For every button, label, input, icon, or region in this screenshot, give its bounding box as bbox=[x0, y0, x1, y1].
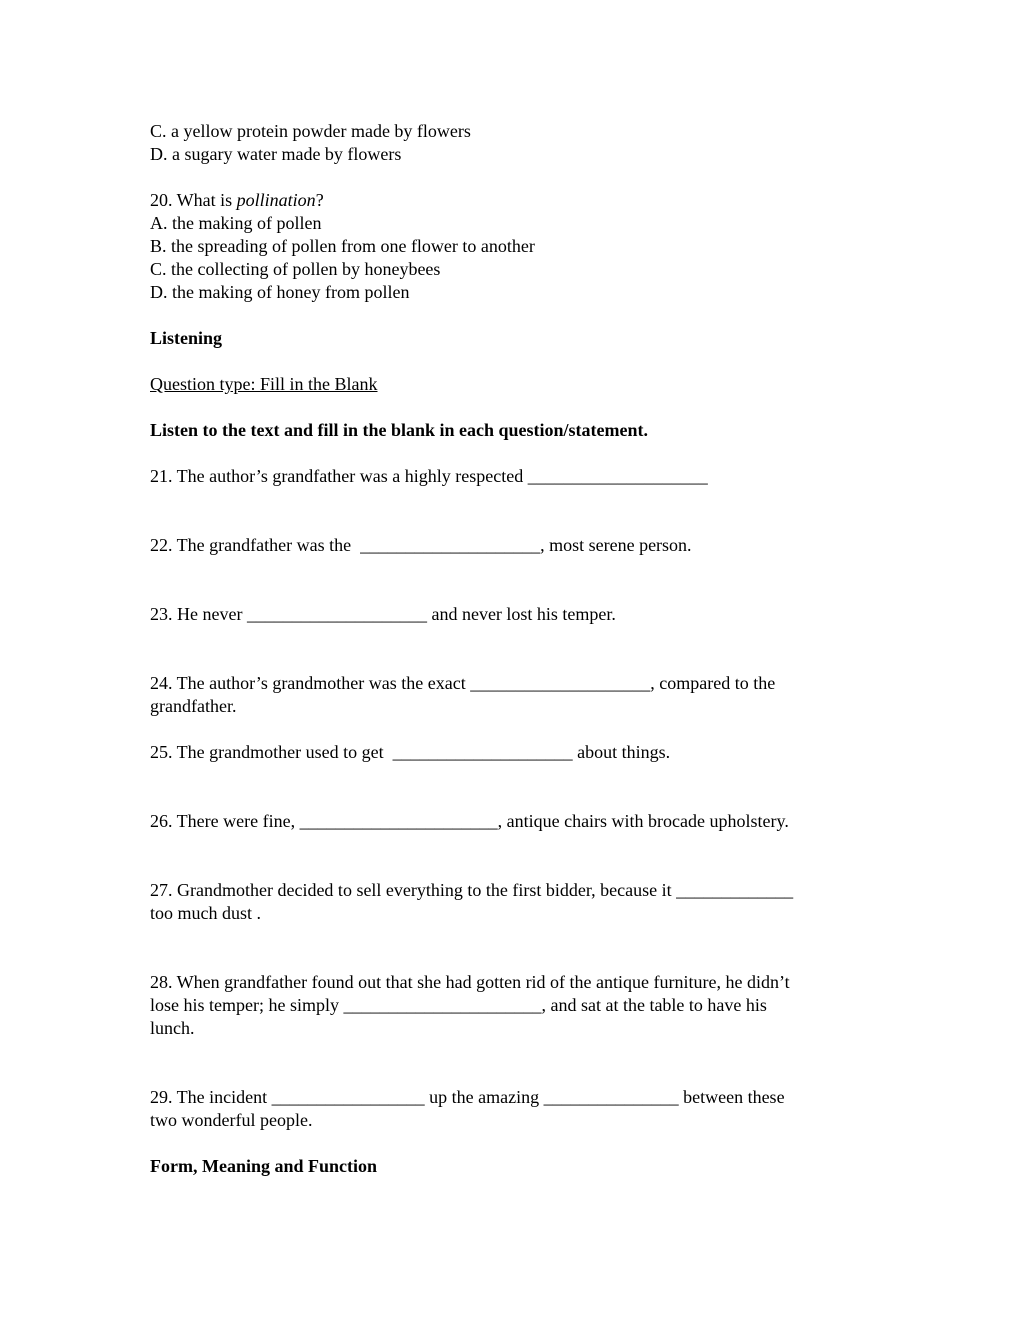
question-27-line-1: 27. Grandmother decided to sell everything to the first bidder, because it _____________ bbox=[150, 880, 794, 900]
q20-suffix: ? bbox=[315, 190, 324, 210]
q20-term: pollination bbox=[236, 190, 316, 210]
question-23: 23. He never ____________________ and never lost his temper. bbox=[150, 604, 616, 624]
question-25: 25. The grandmother used to get ____________________ about things. bbox=[150, 742, 671, 762]
form-meaning-function-heading: Form, Meaning and Function bbox=[150, 1156, 378, 1176]
question-29-line-1: 29. The incident _________________ up the amazing _______________ between these bbox=[150, 1087, 785, 1107]
q20-option-b: B. the spreading of pollen from one flower to another bbox=[150, 236, 535, 256]
question-28-line-2: lose his temper; he simply ______________________, and sat at the table to have his bbox=[150, 995, 767, 1015]
q19-option-d: D. a sugary water made by flowers bbox=[150, 144, 402, 164]
question-type-label: Question type: Fill in the Blank bbox=[150, 374, 378, 394]
q19-option-c: C. a yellow protein powder made by flowers bbox=[150, 121, 471, 141]
question-29-line-2: two wonderful people. bbox=[150, 1110, 313, 1130]
q20-prefix: 20. What is bbox=[150, 190, 237, 210]
listening-instruction: Listen to the text and fill in the blank in each question/statement. bbox=[150, 420, 649, 440]
question-26: 26. There were fine, ______________________, antique chairs with brocade upholstery. bbox=[150, 811, 789, 831]
question-27-line-2: too much dust . bbox=[150, 903, 261, 923]
question-24-line-1: 24. The author’s grandmother was the exact ____________________, compared to the bbox=[150, 673, 776, 693]
question-21: 21. The author’s grandfather was a highly respected ____________________ bbox=[150, 466, 708, 486]
question-22: 22. The grandfather was the ____________________, most serene person. bbox=[150, 535, 692, 555]
question-28-line-3: lunch. bbox=[150, 1018, 195, 1038]
q20-option-a: A. the making of pollen bbox=[150, 213, 322, 233]
q20-option-d: D. the making of honey from pollen bbox=[150, 282, 410, 302]
question-24-line-2: grandfather. bbox=[150, 696, 237, 716]
q20-option-c: C. the collecting of pollen by honeybees bbox=[150, 259, 441, 279]
question-28-line-1: 28. When grandfather found out that she had gotten rid of the antique furniture, he didn’t bbox=[150, 972, 790, 992]
q20-stem bbox=[150, 189, 324, 212]
listening-heading: Listening bbox=[150, 328, 223, 348]
